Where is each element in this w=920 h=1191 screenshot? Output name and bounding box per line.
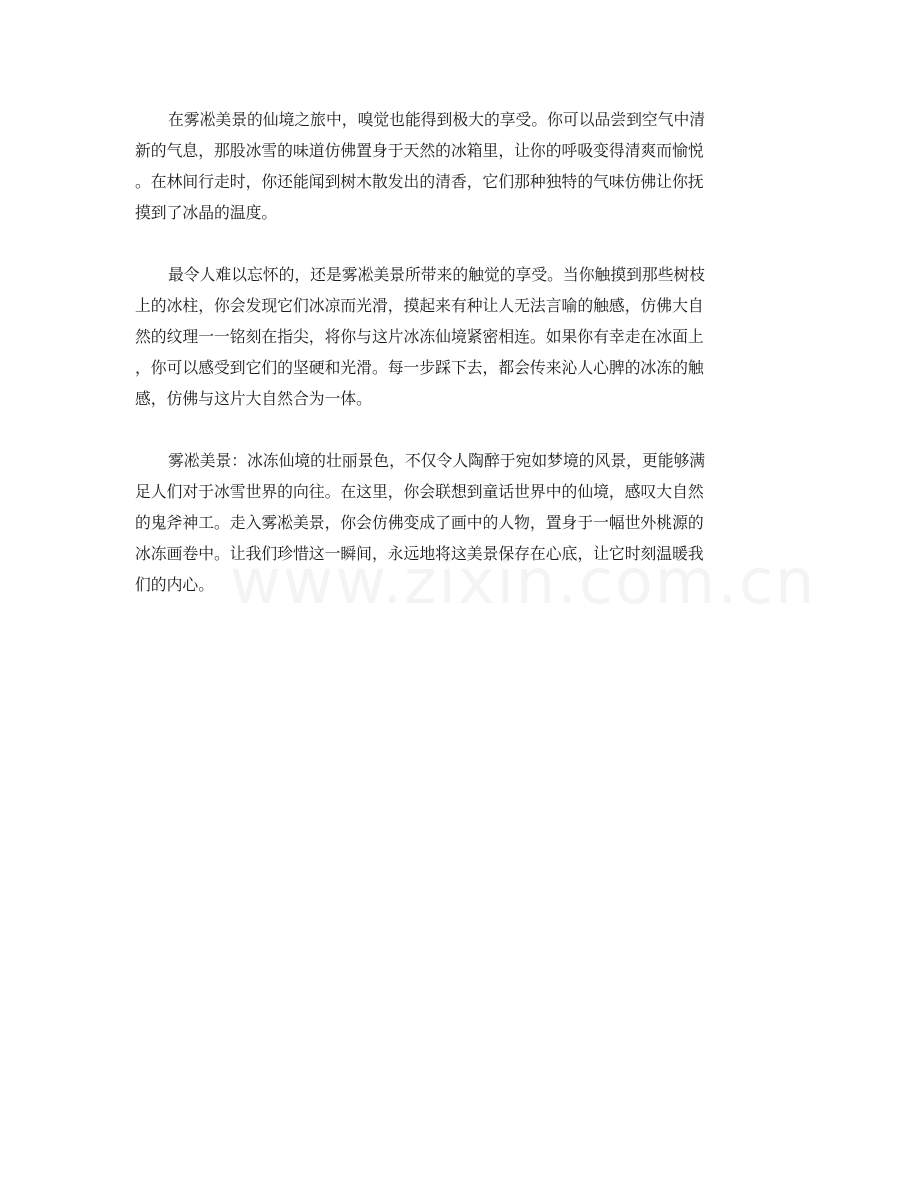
paragraph-line: 最令人难以忘怀的，还是雾凇美景所带来的触觉的享受。当你触摸到那些树枝: [168, 265, 706, 284]
paragraph-smell: [135, 104, 785, 228]
paragraph-line: 们的内心。: [135, 575, 214, 594]
paragraph-touch: [135, 259, 785, 414]
paragraph-line: 新的气息，那股冰雪的味道仿佛置身于天然的冰箱里，让你的呼吸变得清爽而愉悦: [135, 141, 704, 160]
paragraph-conclusion: [135, 445, 785, 600]
paragraph-line: 感，仿佛与这片大自然合为一体。: [135, 389, 372, 408]
paragraph-line: 。在林间行走时，你还能闻到树木散发出的清香，它们那种独特的气味仿佛让你抚: [135, 172, 704, 191]
paragraph-line: 足人们对于冰雪世界的向往。在这里，你会联想到童话世界中的仙境，感叹大自然: [135, 482, 704, 501]
document-body: [135, 104, 785, 600]
paragraph-line: 冰冻画卷中。让我们珍惜这一瞬间，永远地将这美景保存在心底，让它时刻温暖我: [135, 544, 704, 563]
paragraph-line: 的鬼斧神工。走入雾凇美景，你会仿佛变成了画中的人物，置身于一幅世外桃源的: [135, 513, 704, 532]
paragraph-line: 上的冰柱，你会发现它们冰凉而光滑，摸起来有种让人无法言喻的触感，仿佛大自: [135, 296, 704, 315]
paragraph-spacer: [135, 414, 785, 445]
paragraph-line: ，你可以感受到它们的坚硬和光滑。每一步踩下去，都会传来沁人心脾的冰冻的触: [135, 358, 704, 377]
paragraph-line: 摸到了冰晶的温度。: [135, 203, 278, 222]
paragraph-line: 雾凇美景：冰冻仙境的壮丽景色，不仅令人陶醉于宛如梦境的风景，更能够满: [168, 451, 706, 470]
paragraph-line: 在雾凇美景的仙境之旅中，嗅觉也能得到极大的享受。你可以品尝到空气中清: [168, 110, 706, 129]
paragraph-line: 然的纹理一一铭刻在指尖，将你与这片冰冻仙境紧密相连。如果你有幸走在冰面上: [135, 327, 704, 346]
paragraph-spacer: [135, 228, 785, 259]
